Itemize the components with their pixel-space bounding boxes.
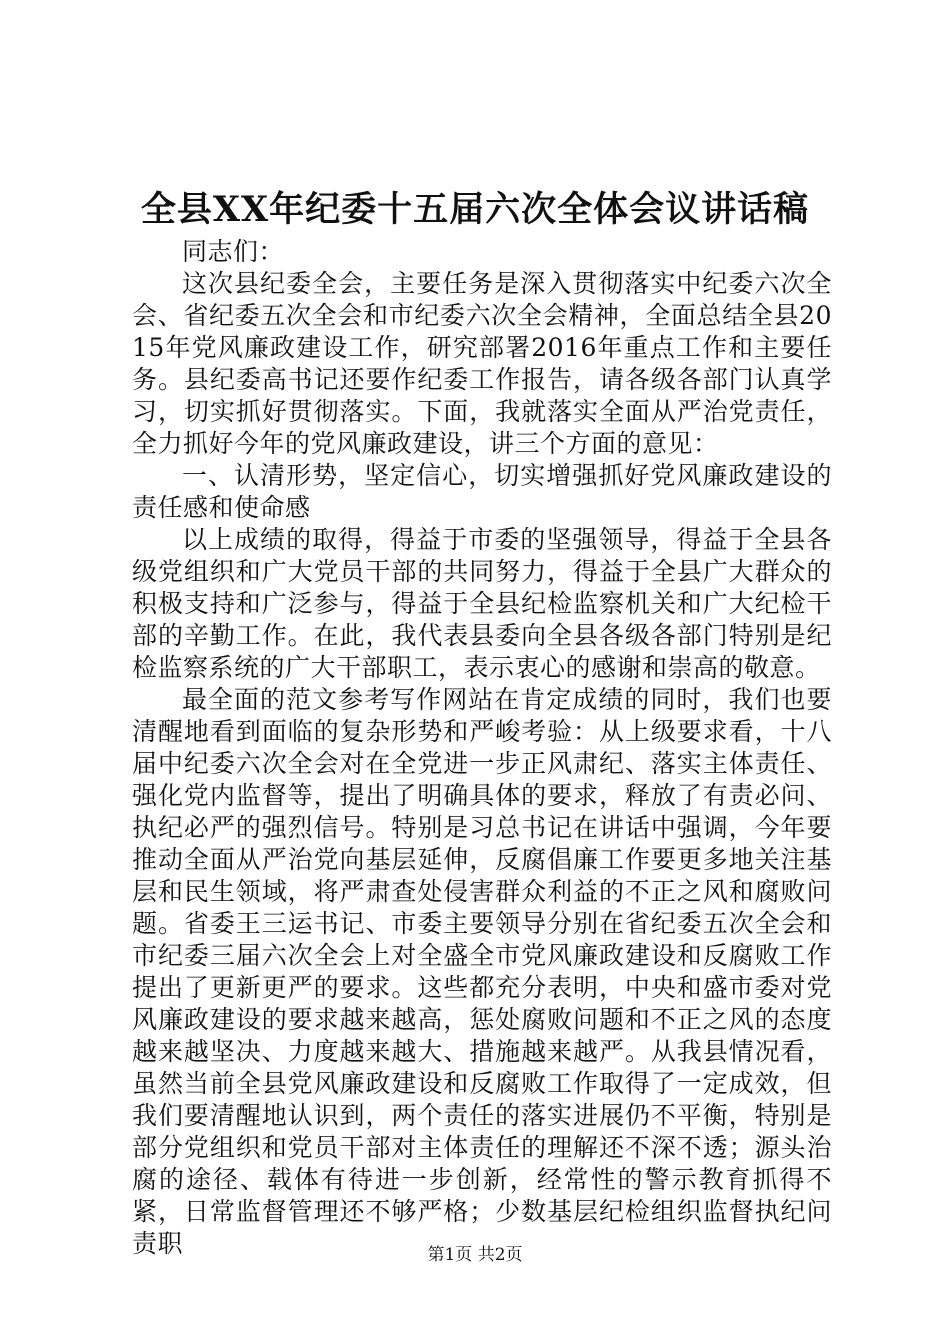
page-number-footer: 第1页 共2页 (427, 1245, 523, 1265)
document-body (132, 236, 832, 1260)
salutation-paragraph: 同志们： (182, 237, 285, 266)
section-heading-1: 一、认清形势，坚定信心，切实增强抓好党风廉政建设的责任感和使命感 (132, 461, 832, 522)
achievements-paragraph: 以上成绩的取得，得益于市委的坚强领导，得益于全县各级党组织和广大党员干部的共同努力，得益于全县广大群众的积极支持和广泛参与，得益于全县纪检监察机关和广大纪检干部的辛勤工作。在此，我代表县委向全县各级各部门特别是纪检监察系统的广大干部职工，表示衷心的感谢和崇高的敬意。 (132, 525, 832, 682)
intro-paragraph: 这次县纪委全会，主要任务是深入贯彻落实中纪委六次全会、省纪委五次全会和市纪委六次全会精神，全面总结全县2015年党风廉政建设工作，研究部署2016年重点工作和主要任务。县纪委高书记还要作纪委工作报告，请各级各部门认真学习，切实抓好贯彻落实。下面，我就落实全面从严治党责任，全力抓好今年的党风廉政建设，讲三个方面的意见： (132, 269, 832, 458)
situation-paragraph: 最全面的范文参考写作网站在肯定成绩的同时，我们也要清醒地看到面临的复杂形势和严峻考验：从上级要求看，十八届中纪委六次全会对在全党进一步正风肃纪、落实主体责任、强化党内监督等，提出了明确具体的要求，释放了有责必问、执纪必严的强烈信号。特别是习总书记在讲话中强调，今年要推动全面从严治党向基层延伸，反腐倡廉工作要更多地关注基层和民生领域，将严肃查处侵害群众利益的不正之风和腐败问题。省委王三运书记、市委主要领导分别在省纪委五次全会和市纪委三届六次全会上对全盛全市党风廉政建设和反腐败工作提出了更新更严的要求。这些都充分表明，中央和盛市委对党风廉政建设的要求越来越高，惩处腐败问题和不正之风的态度越来越坚决、力度越来越大、措施越来越严。从我县情况看，虽然当前全县党风廉政建设和反腐败工作取得了一定成效，但我们要清醒地认识到，两个责任的落实进展仍不平衡，特别是部分党组织和党员干部对主体责任的理解还不深不透；源头治腐的途径、载体有待进一步创新，经常性的警示教育抓得不紧，日常监督管理还不够严格；少数基层纪检组织监督执纪问责职 (132, 685, 832, 1258)
page-title: 全县XX年纪委十五届六次全体会议讲话稿 (140, 189, 810, 230)
